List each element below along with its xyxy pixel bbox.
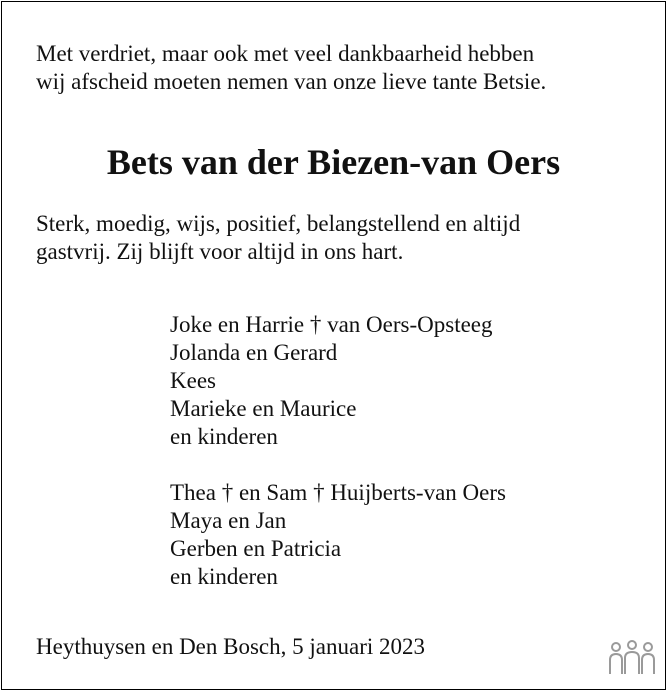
family-group-2 xyxy=(170,479,506,591)
people-group-icon xyxy=(607,640,657,676)
qualities-text xyxy=(36,210,520,266)
qualities-line-2: gastvrij. Zij blijft voor altijd in ons hart. xyxy=(36,239,404,264)
family-line: Marieke en Maurice xyxy=(170,396,357,421)
deceased-name: Bets van der Biezen-van Oers xyxy=(106,142,561,182)
family-line: Thea † en Sam † Huijberts-van Oers xyxy=(170,480,506,505)
place-date-footer: Heythuysen en Den Bosch, 5 januari 2023 xyxy=(36,634,426,659)
family-group-1 xyxy=(170,311,493,451)
family-line: Maya en Jan xyxy=(170,508,287,533)
family-line: Gerben en Patricia xyxy=(170,536,342,561)
intro-line-2: wij afscheid moeten nemen van onze lieve tante Betsie. xyxy=(36,69,547,94)
family-line: en kinderen xyxy=(170,424,278,449)
family-line: Jolanda en Gerard xyxy=(170,340,338,365)
intro-line-1: Met verdriet, maar ook met veel dankbaarheid hebben xyxy=(36,41,535,66)
qualities-line-1: Sterk, moedig, wijs, positief, belangstellend en altijd xyxy=(36,211,521,236)
family-line: en kinderen xyxy=(170,564,278,589)
family-line: Kees xyxy=(170,368,216,393)
intro-text xyxy=(36,40,546,96)
family-line: Joke en Harrie † van Oers-Opsteeg xyxy=(170,312,493,337)
